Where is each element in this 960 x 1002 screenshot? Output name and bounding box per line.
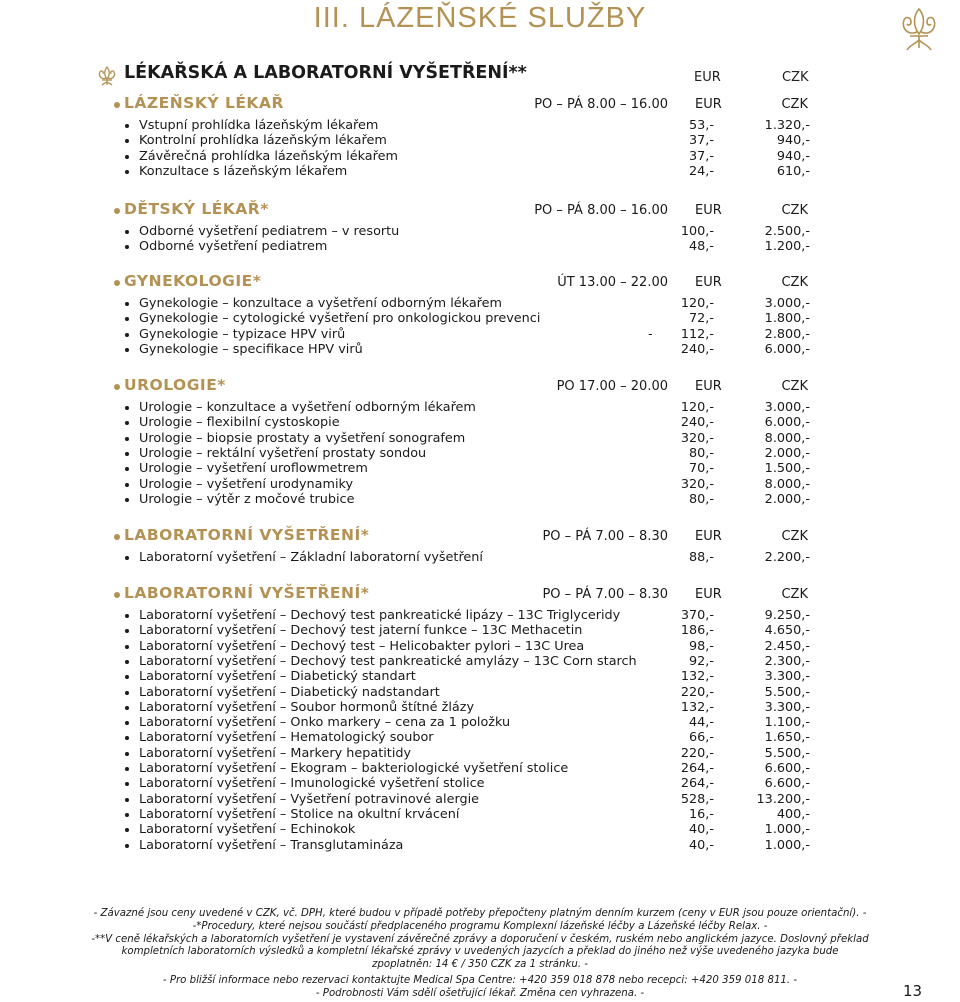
price-czk: 1.000,-: [764, 837, 810, 853]
section-bullet: [114, 592, 120, 598]
price-eur: 37,-: [689, 148, 714, 164]
service-name: Laboratorní vyšetření – Vyšetření potravinové alergie: [139, 791, 480, 807]
price-row: [0, 224, 960, 240]
price-row: [0, 623, 960, 639]
price-eur: 240,-: [680, 415, 714, 431]
price-eur: 220,-: [680, 745, 714, 761]
price-row: [0, 776, 960, 792]
row-bullet: [125, 302, 129, 306]
price-eur: 264,-: [680, 776, 714, 792]
price-row: [0, 400, 960, 416]
service-name: Laboratorní vyšetření – Základní laboratorní vyšetření: [139, 550, 483, 565]
section-hours: PO – PÁ 8.00 – 16.00: [534, 97, 668, 112]
price-czk: 1.320,-: [764, 118, 810, 133]
price-row: [0, 133, 960, 149]
service-name: Vstupní prohlídka lázeňským lékařem: [139, 118, 379, 133]
service-name: Závěrečná prohlídka lázeňským lékařem: [139, 148, 398, 164]
row-bullet: [125, 406, 129, 410]
price-czk: 1.200,-: [764, 239, 810, 255]
price-row: [0, 639, 960, 655]
contact-info: [90, 975, 870, 1001]
price-row: [0, 296, 960, 312]
service-name: Gynekologie – typizace HPV virů: [139, 326, 346, 342]
section-title: LABORATORNÍ VYŠETŘENÍ*: [124, 584, 370, 602]
price-czk: 1.000,-: [764, 822, 810, 838]
section-bullet: [114, 280, 120, 286]
price-eur: 53,-: [689, 118, 714, 133]
service-name: Urologie – vyšetření urodynamiky: [139, 476, 354, 492]
fleur-de-lis-icon: [898, 6, 940, 54]
price-row: [0, 492, 960, 508]
row-bullet: [125, 139, 129, 143]
contact-line: - Podrobnosti Vám sdělí ošetřující lékař. Změna cen vyhrazena. -: [315, 987, 645, 999]
section-hours: PO – PÁ 8.00 – 16.00: [534, 203, 668, 218]
section-czk-label: CZK: [781, 379, 808, 394]
price-czk: 1.800,-: [764, 311, 810, 327]
service-name: Laboratorní vyšetření – Diabetický nadstandart: [139, 684, 440, 700]
price-czk: 3.300,-: [764, 669, 810, 685]
price-eur: 120,-: [680, 296, 714, 311]
price-row: [0, 239, 960, 255]
price-row: [0, 654, 960, 670]
service-name: Laboratorní vyšetření – Soubor hormonů štítné žlázy: [139, 699, 475, 715]
row-bullet: [125, 452, 129, 456]
price-row: [0, 838, 960, 854]
service-name: Laboratorní vyšetření – Imunologické vyšetření stolice: [139, 776, 485, 792]
row-bullet: [125, 245, 129, 249]
price-row: [0, 685, 960, 701]
service-name: Laboratorní vyšetření – Echinokok: [139, 822, 356, 838]
price-eur: 16,-: [689, 806, 714, 822]
row-bullet: [125, 767, 129, 771]
price-czk: 9.250,-: [764, 608, 810, 623]
price-czk: 3.000,-: [764, 296, 810, 311]
row-bullet: [125, 498, 129, 502]
row-bullet: [125, 348, 129, 352]
footnote: -*Procedury, které nejsou součástí předplaceného programu Komplexní lázeňské léčby a Lázeňské léčby Relax. -: [192, 920, 768, 932]
price-row: [0, 149, 960, 165]
fleur-de-lis-icon: [97, 66, 117, 86]
row-bullet: [125, 691, 129, 695]
service-name: Konzultace s lázeňským lékařem: [139, 163, 348, 179]
page-heading: LÉKAŘSKÁ A LABORATORNÍ VYŠETŘENÍ**: [124, 63, 527, 83]
price-czk: 8.000,-: [764, 430, 810, 446]
row-bullet: [125, 736, 129, 740]
price-row: [0, 446, 960, 462]
section-eur-label: EUR: [695, 203, 722, 218]
row-bullet: [125, 155, 129, 159]
row-bullet: [125, 437, 129, 441]
contact-line: - Pro bližší informace nebo rezervaci kontaktujte Medical Spa Centre: +420 359 018 878 nebo recepci: +420 359 018 811. -: [162, 975, 798, 986]
section-bullet: [114, 534, 120, 540]
price-row: [0, 311, 960, 327]
price-czk: 2.300,-: [764, 653, 810, 669]
price-eur: 37,-: [689, 133, 714, 149]
page-number: 13: [903, 982, 923, 1000]
service-name: Laboratorní vyšetření – Hematologický soubor: [139, 730, 434, 746]
heading-czk-label: CZK: [782, 70, 809, 85]
price-eur: 88,-: [689, 550, 714, 565]
service-name: Urologie – rektální vyšetření prostaty sondou: [139, 445, 427, 461]
row-bullet: [125, 230, 129, 234]
row-bullet: [125, 333, 129, 337]
price-eur: 132,-: [680, 699, 714, 715]
section-title: UROLOGIE*: [124, 376, 226, 394]
section-czk-label: CZK: [781, 97, 808, 112]
price-eur: 24,-: [689, 163, 714, 179]
price-row: [0, 550, 960, 566]
service-name: Kontrolní prohlídka lázeňským lékařem: [139, 133, 387, 149]
price-czk: 940,-: [776, 148, 810, 164]
row-bullet: [125, 844, 129, 848]
section-hours: PO – PÁ 7.00 – 8.30: [542, 587, 668, 602]
price-eur: 44,-: [689, 715, 714, 731]
section-eur-label: EUR: [695, 275, 722, 290]
section-hours: PO – PÁ 7.00 – 8.30: [542, 529, 668, 544]
row-bullet: [125, 828, 129, 832]
section-bullet: [114, 102, 120, 108]
section-hours: PO 17.00 – 20.00: [556, 379, 668, 394]
price-eur: 48,-: [689, 239, 714, 255]
price-eur: 112,-: [680, 326, 714, 342]
price-row: [0, 700, 960, 716]
price-czk: 2.500,-: [764, 224, 810, 239]
price-eur: 72,-: [689, 311, 714, 327]
price-czk: 6.000,-: [764, 341, 810, 357]
price-eur: 70,-: [689, 461, 714, 477]
service-name: Laboratorní vyšetření – Ekogram – bakteriologické vyšetření stolice: [139, 761, 569, 776]
price-row: [0, 342, 960, 358]
price-row: [0, 715, 960, 731]
section-hours: ÚT 13.00 – 22.00: [557, 275, 668, 290]
price-czk: 1.650,-: [764, 730, 810, 746]
row-bullet: [125, 798, 129, 802]
row-bullet: [125, 483, 129, 487]
price-czk: 4.650,-: [764, 623, 810, 639]
service-name: Urologie – konzultace a vyšetření odborným lékařem: [139, 400, 476, 415]
price-row: [0, 761, 960, 777]
row-bullet: [125, 752, 129, 756]
price-czk: 3.300,-: [764, 699, 810, 715]
section-bullet: [114, 384, 120, 390]
price-eur: 528,-: [680, 791, 714, 807]
section-bullet: [114, 208, 120, 214]
row-bullet: [125, 645, 129, 649]
price-row: [0, 746, 960, 762]
price-eur: 80,-: [689, 491, 714, 507]
price-eur: 80,-: [689, 445, 714, 461]
price-eur: 240,-: [680, 341, 714, 357]
price-czk: 5.500,-: [764, 684, 810, 700]
price-eur: 40,-: [689, 837, 714, 853]
price-eur: 120,-: [680, 400, 714, 415]
price-czk: 2.000,-: [764, 491, 810, 507]
section-eur-label: EUR: [695, 97, 722, 112]
section-title: LABORATORNÍ VYŠETŘENÍ*: [124, 526, 370, 544]
service-name: Gynekologie – specifikace HPV virů: [139, 341, 363, 357]
price-eur: 98,-: [689, 638, 714, 654]
price-row: [0, 431, 960, 447]
price-czk: 13.200,-: [756, 791, 810, 807]
price-czk: 3.000,-: [764, 400, 810, 415]
row-bullet: [125, 660, 129, 664]
service-name: Laboratorní vyšetření – Onko markery – cena za 1 položku: [139, 715, 511, 731]
row-bullet: [125, 706, 129, 710]
service-name: Laboratorní vyšetření – Dechový test – Helicobakter pylori – 13C Urea: [139, 638, 585, 654]
service-name: Urologie – vyšetření uroflowmetrem: [139, 461, 368, 477]
price-eur: 320,-: [680, 430, 714, 446]
row-bullet: [125, 675, 129, 679]
price-czk: 6.000,-: [764, 415, 810, 431]
price-eur: 220,-: [680, 684, 714, 700]
price-eur: 132,-: [680, 669, 714, 685]
price-eur: 100,-: [680, 224, 714, 239]
section-czk-label: CZK: [781, 203, 808, 218]
price-czk: 940,-: [776, 133, 810, 149]
service-name: Laboratorní vyšetření – Dechový test jaterní funkce – 13C Methacetin: [139, 623, 583, 639]
section-czk-label: CZK: [781, 275, 808, 290]
price-czk: 6.600,-: [764, 761, 810, 776]
price-row: [0, 792, 960, 808]
price-row: [0, 669, 960, 685]
section-eur-label: EUR: [695, 529, 722, 544]
price-row: [0, 461, 960, 477]
row-bullet: [125, 124, 129, 128]
service-name: Urologie – výtěr z močové trubice: [139, 491, 355, 507]
row-bullet: [125, 421, 129, 425]
price-czk: 8.000,-: [764, 476, 810, 492]
price-czk: 400,-: [776, 806, 810, 822]
service-name: Laboratorní vyšetření – Stolice na okultní krvácení: [139, 806, 460, 822]
service-name: Urologie – flexibilní cystoskopie: [139, 415, 340, 431]
row-bullet: [125, 782, 129, 786]
price-czk: 610,-: [776, 163, 810, 179]
price-eur: 40,-: [689, 822, 714, 838]
footnotes: [90, 908, 870, 972]
section-eur-label: EUR: [695, 379, 722, 394]
price-row: [0, 164, 960, 180]
price-eur: 66,-: [689, 730, 714, 746]
service-name: Laboratorní vyšetření – Transglutamináza: [139, 837, 404, 853]
row-bullet: [125, 721, 129, 725]
price-czk: 2.200,-: [764, 550, 810, 565]
service-name: Laboratorní vyšetření – Diabetický standart: [139, 669, 416, 685]
price-czk: 2.800,-: [764, 326, 810, 342]
price-row: [0, 730, 960, 746]
price-eur: 186,-: [680, 623, 714, 639]
price-row: [0, 118, 960, 134]
service-name: Odborné vyšetření pediatrem: [139, 239, 328, 255]
price-row: [0, 807, 960, 823]
service-name: Odborné vyšetření pediatrem – v resortu: [139, 224, 400, 239]
price-row: [0, 822, 960, 838]
service-name: Urologie – biopsie prostaty a vyšetření sonografem: [139, 430, 466, 446]
service-name: Gynekologie – konzultace a vyšetření odborným lékařem: [139, 296, 502, 311]
service-name: Laboratorní vyšetření – Markery hepatitidy: [139, 745, 412, 761]
row-bullet: [125, 170, 129, 174]
row-bullet: [125, 813, 129, 817]
service-name: Laboratorní vyšetření – Dechový test pankreatické lipázy – 13C Triglyceridy: [139, 608, 621, 623]
price-czk: 6.600,-: [764, 776, 810, 792]
footnote: - Závazné jsou ceny uvedené v CZK, vč. DPH, které budou v případě potřeby přepočteny platným denním kurzem (ceny v EUR jsou pouze orientační). -: [93, 908, 867, 919]
section-title: GYNEKOLOGIE*: [124, 272, 262, 290]
price-eur: 264,-: [680, 761, 714, 776]
price-czk: 2.000,-: [764, 445, 810, 461]
section-czk-label: CZK: [781, 587, 808, 602]
row-bullet: [125, 467, 129, 471]
price-row: [0, 608, 960, 624]
section-czk-label: CZK: [781, 529, 808, 544]
service-name: Laboratorní vyšetření – Dechový test pankreatické amylázy – 13C Corn starch: [139, 653, 637, 669]
price-czk: 5.500,-: [764, 745, 810, 761]
row-bullet: [125, 556, 129, 560]
section-title: LÁZEŇSKÝ LÉKAŘ: [124, 94, 284, 112]
section-title: DĚTSKÝ LÉKAŘ*: [124, 200, 269, 218]
service-name: Gynekologie – cytologické vyšetření pro onkologickou prevenci: [139, 311, 541, 327]
price-czk: 1.500,-: [764, 461, 810, 477]
price-row: [0, 327, 960, 343]
price-row: [0, 477, 960, 493]
footnote: -**V ceně lékařských a laboratorních vyšetření je vystavení závěrečné zprávy a doporučení v českém, ruském nebo anglickém jazyce. Doslovný překlad kompletních laboratorních výsledků a kompletní lékařské zprávy v uvedených jazycích a překlad do jiného než výše uvedeného jazyka bude zpoplatněn: 14 € / 350 CZK za 1 stránku. -: [91, 933, 869, 971]
row-bullet: [125, 614, 129, 618]
row-dash: -: [648, 326, 653, 342]
row-bullet: [125, 317, 129, 321]
chapter-title: III. LÁZEŇSKÉ SLUŽBY: [313, 2, 647, 34]
price-eur: 92,-: [689, 653, 714, 669]
price-eur: 320,-: [680, 476, 714, 492]
price-eur: 370,-: [680, 608, 714, 623]
section-eur-label: EUR: [695, 587, 722, 602]
price-row: [0, 415, 960, 431]
row-bullet: [125, 629, 129, 633]
price-czk: 2.450,-: [764, 638, 810, 654]
price-czk: 1.100,-: [764, 715, 810, 731]
heading-eur-label: EUR: [694, 70, 721, 85]
